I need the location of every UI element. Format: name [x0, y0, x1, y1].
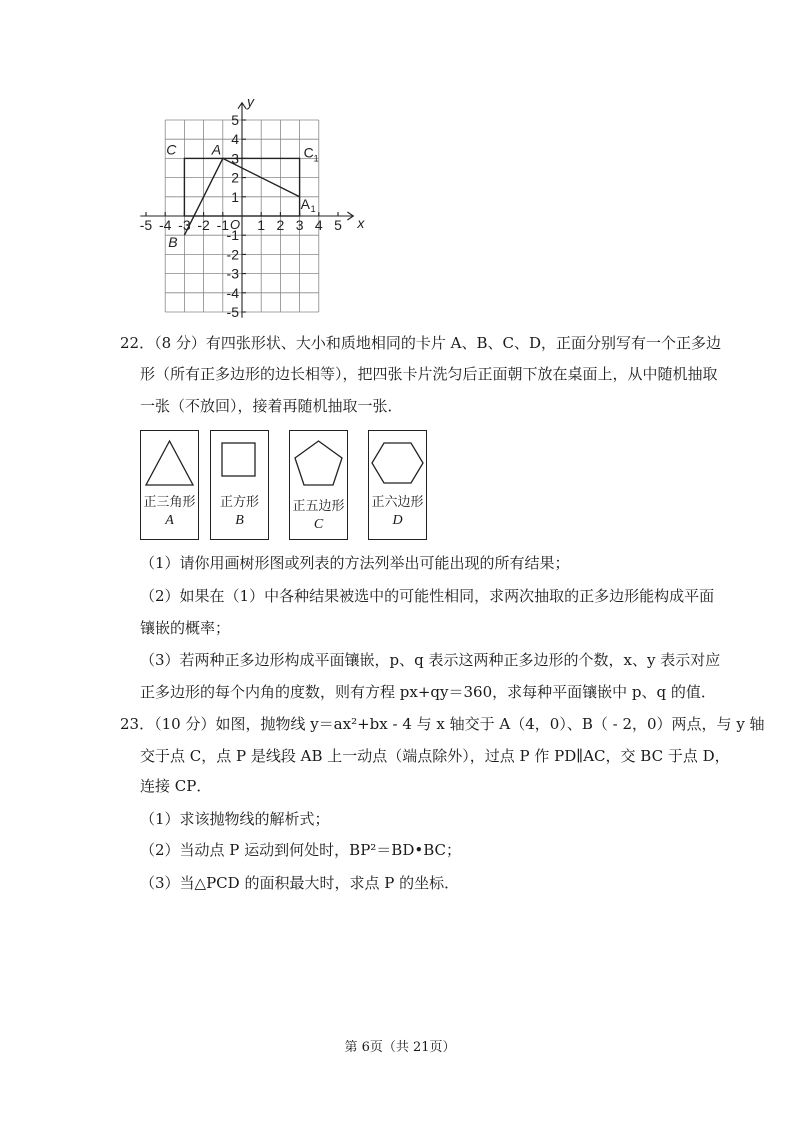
- q22-sub-3a: （3）若两种正多边形构成平面镶嵌，p、q 表示这两种正多边形的个数，x、y 表示对应: [140, 651, 721, 669]
- q22-sub-2a: （2）如果在（1）中各种结果被选中的可能性相同，求两次抽取的正多边形能构成平面: [140, 587, 715, 605]
- q23-sub-3: （3）当△PCD 的面积最大时，求点 P 的坐标．: [140, 874, 460, 892]
- y-tick-label: 4: [231, 131, 239, 148]
- origin-label: O: [230, 217, 241, 232]
- y-axis-label: y: [247, 95, 254, 110]
- q22-sub-3b: 正多边形的每个内角的度数，则有方程 px+qy＝360，求每种平面镶嵌中 p、q 的值．: [140, 683, 716, 701]
- x-tick-label: -4: [158, 217, 172, 233]
- x-tick-label: 3: [295, 217, 304, 233]
- q23-line-3: 连接 CP．: [140, 777, 212, 795]
- q22-line-1: 22．（8 分）有四张形状、大小和质地相同的卡片 A、B、C、D，正面分别写有一个正多边: [120, 334, 722, 352]
- card-a-letter: A: [165, 513, 174, 528]
- q23-line-1: 23．（10 分）如图，抛物线 y＝ax²+bx - 4 与 x 轴交于 A（4，0）、B（ - 2，0）两点，与 y 轴: [120, 715, 765, 733]
- square-shape-icon: [211, 431, 268, 491]
- q22-line-3: 一张（不放回），接着再随机抽取一张．: [140, 397, 403, 415]
- card-d-name: 正六边形: [371, 495, 424, 510]
- pentagon-shape-icon: [290, 431, 347, 491]
- card-a-name: 正三角形: [143, 495, 196, 510]
- x-tick-label: -1: [216, 217, 230, 233]
- q23-line-2: 交于点 C，点 P 是线段 AB 上一动点（端点除外），过点 P 作 PD∥AC，交 BC 于点 D，: [140, 747, 730, 765]
- hexagon-shape-icon: [369, 431, 426, 491]
- x-tick-label: -3: [178, 217, 191, 233]
- card-b-letter: B: [235, 513, 244, 528]
- axes: [140, 103, 353, 318]
- triangle-shape-icon: [141, 431, 198, 491]
- card-c: [289, 430, 348, 540]
- card-c-letter: C: [313, 517, 324, 532]
- card-d-letter: D: [392, 513, 403, 528]
- x-tick-label: 1: [257, 217, 266, 233]
- point-b-label: B: [168, 234, 178, 251]
- y-tick-label: -3: [226, 265, 239, 282]
- q22-line-2: 形（所有正多边形的边长相等），把四张卡片洗匀后正面朝下放在桌面上，从中随机抽取: [140, 365, 718, 383]
- q23-sub-1: （1）求该抛物线的解析式；: [140, 810, 330, 828]
- x-tick-label: 2: [276, 217, 285, 233]
- card-c-name: 正五边形: [292, 499, 345, 514]
- card-a: [140, 430, 199, 540]
- coordinate-grid-figure: [130, 95, 370, 330]
- point-a-label: A: [211, 141, 222, 158]
- q22-sub-2b: 镶嵌的概率；: [140, 619, 231, 637]
- y-tick-label: 2: [231, 169, 239, 186]
- card-d: [368, 430, 427, 540]
- y-tick-label: -1: [226, 227, 239, 244]
- card-b: [210, 430, 269, 540]
- y-tick-label: -5: [226, 304, 239, 320]
- point-c1-label: C: [303, 144, 314, 161]
- axis-labels: [140, 95, 366, 320]
- point-c1-subscript: 1: [313, 153, 319, 164]
- x-tick-label: -5: [139, 217, 153, 233]
- point-a1-subscript: 1: [310, 203, 316, 214]
- y-tick-label: 5: [231, 112, 239, 128]
- point-c-label: C: [166, 141, 177, 158]
- y-tick-label: 1: [231, 188, 239, 205]
- x-tick-label: 5: [334, 217, 342, 233]
- card-b-name: 正方形: [219, 495, 259, 510]
- x-tick-label: 4: [314, 217, 323, 233]
- y-tick-label: -2: [226, 246, 239, 263]
- y-tick-label: -4: [226, 284, 239, 301]
- y-tick-label: 3: [231, 150, 239, 167]
- point-a1-label: A: [300, 195, 310, 212]
- q22-sub-1: （1）请你用画树形图或列表的方法列举出可能出现的所有结果；: [140, 554, 570, 572]
- page-footer: 第 6页（共 21页）: [344, 1040, 456, 1055]
- x-tick-label: -2: [197, 217, 210, 233]
- x-axis-label: x: [357, 215, 365, 231]
- q23-sub-2: （2）当动点 P 运动到何处时，BP²＝BD•BC；: [140, 841, 461, 859]
